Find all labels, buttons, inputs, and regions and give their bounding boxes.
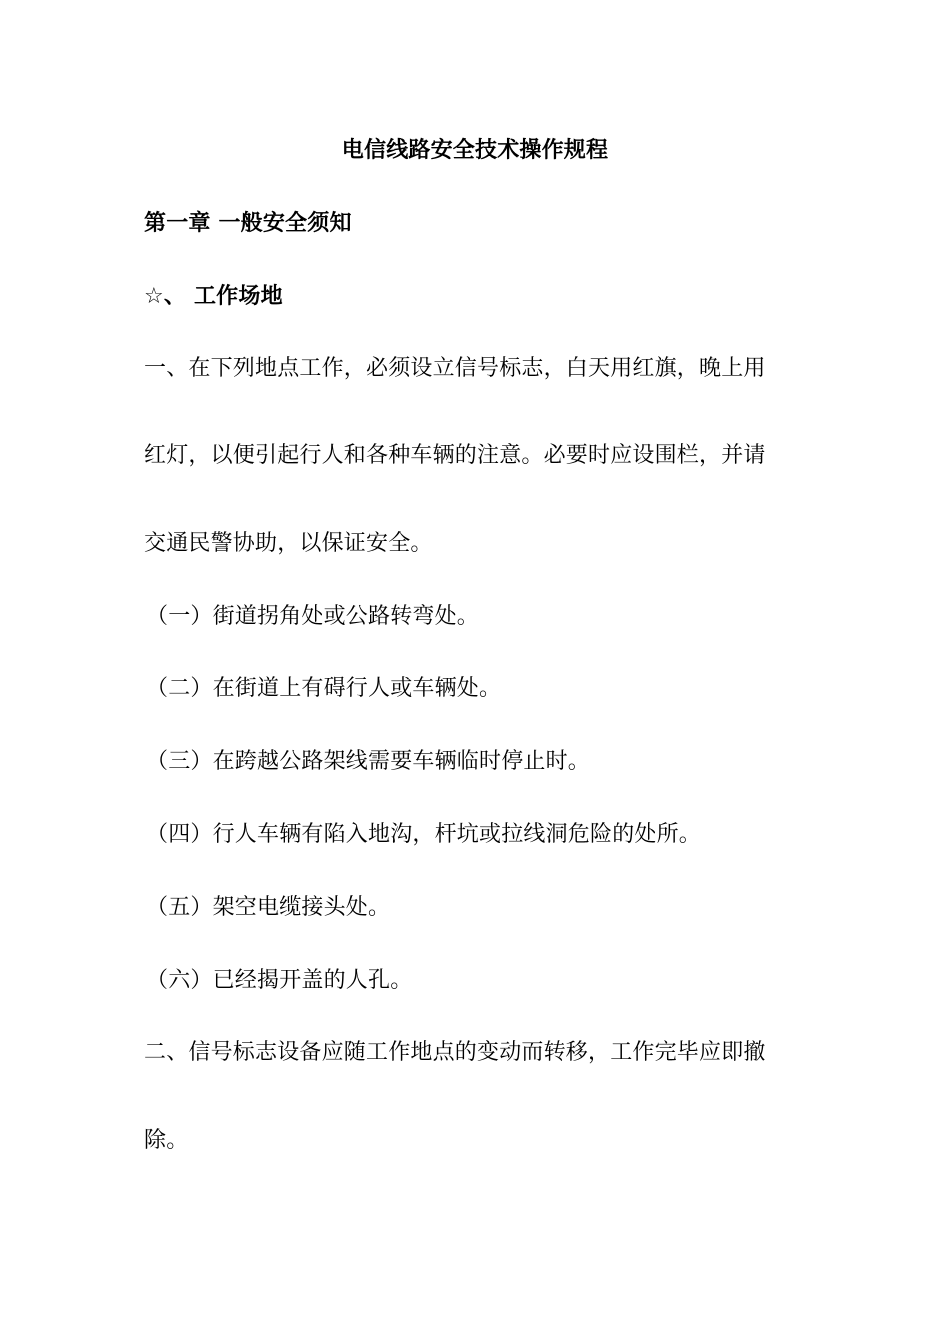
paragraph-line: 红灯，以便引起行人和各种车辆的注意。必要时应设围栏，并请 [144,443,766,468]
paragraph-line: 一、在下列地点工作，必须设立信号标志，白天用红旗，晚上用 [144,356,766,381]
list-item: （一）街道拐角处或公路转弯处。 [146,604,480,629]
list-item: （五）架空电缆接头处。 [146,895,391,920]
list-item: （三）在跨越公路架线需要车辆临时停止时。 [146,749,591,774]
section-heading: ☆、 工作场地 [144,284,283,309]
chapter-heading: 第一章 一般安全须知 [144,211,352,236]
paragraph-line: 除。 [144,1128,189,1153]
list-item: （六）已经揭开盖的人孔。 [146,968,413,993]
list-item: （二）在街道上有碍行人或车辆处。 [146,676,502,701]
list-item: （四）行人车辆有陷入地沟，杆坑或拉线洞危险的处所。 [146,822,702,847]
paragraph-line: 交通民警协助，以保证安全。 [144,531,433,556]
document-title: 电信线路安全技术操作规程 [341,138,609,163]
paragraph-line: 二、信号标志设备应随工作地点的变动而转移，工作完毕应即撤 [144,1040,766,1065]
